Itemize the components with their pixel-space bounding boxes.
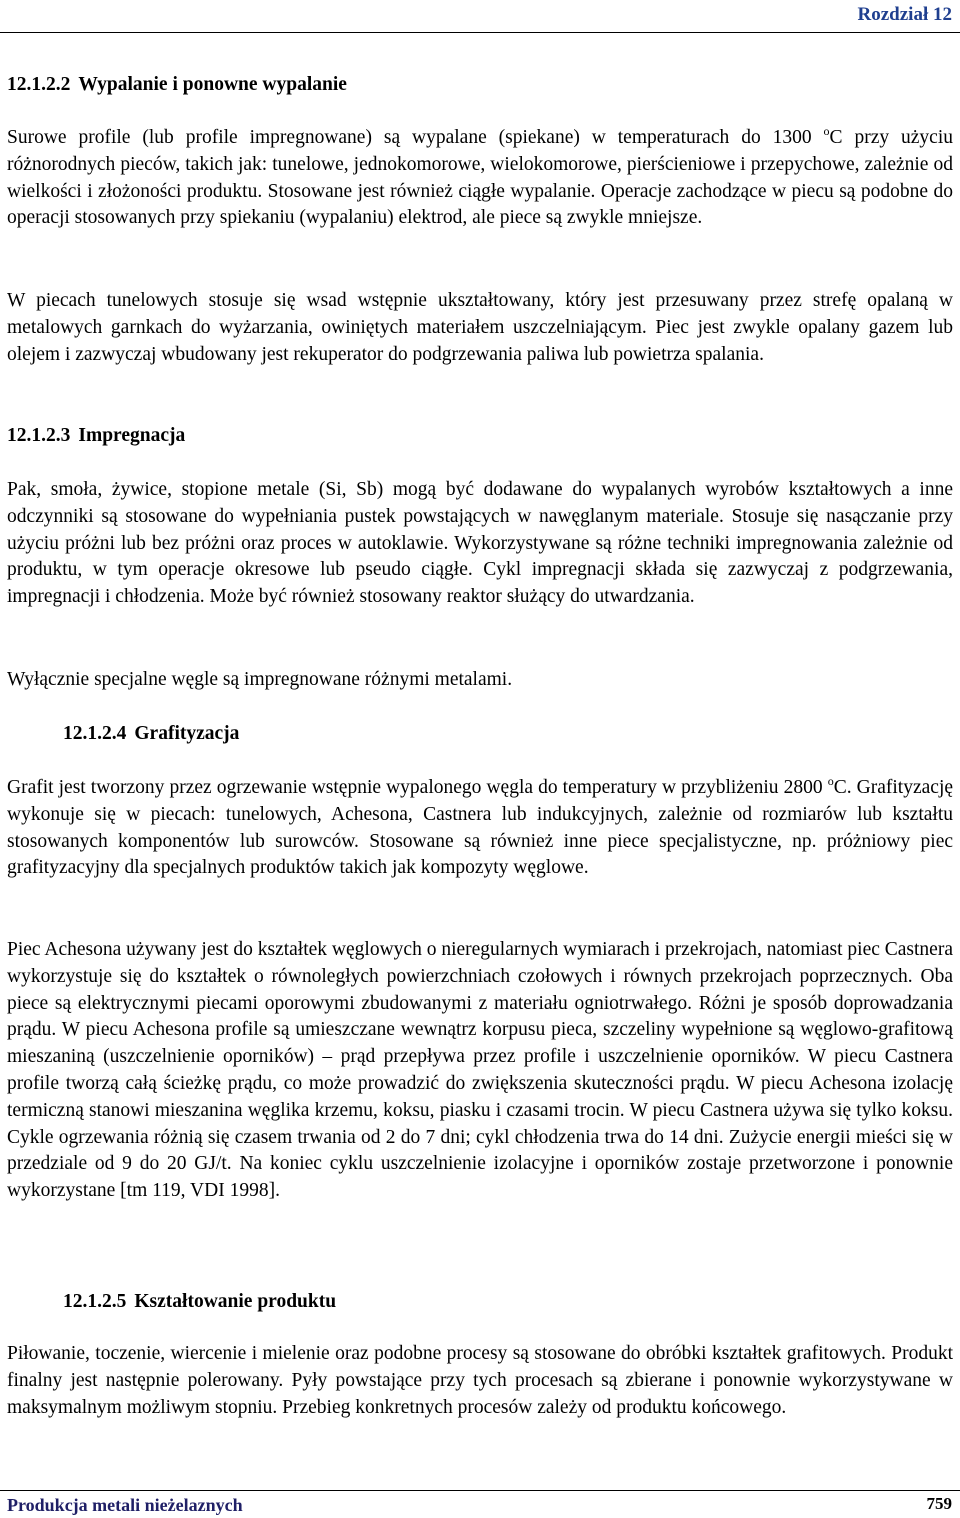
section-title: Grafityzacja [134, 723, 240, 744]
degree-superscript: o [827, 774, 834, 788]
paragraph-text: W piecach tunelowych stosuje się wsad wstępnie ukształtowany, który jest przesuwany przez strefę opalaną w metalowych garnkach do wyżarzania, owiniętych materiałem uszczelniającym. Piec jest zwykle opalany gazem lub olejem i zazwyczaj wbudowany jest rekuperator do podgrzewania paliwa lub powietrza spalania. [7, 290, 953, 365]
section-heading-12-1-2-4 [63, 721, 239, 747]
section-title: Wypalanie i ponowne wypalanie [78, 74, 347, 95]
section-heading-12-1-2-3 [7, 423, 185, 449]
paragraph-text: Piłowanie, toczenie, wiercenie i mielenie oraz podobne procesy są stosowane do obróbki kształtek grafitowych. Produkt finalny jest następnie polerowany. Pyły powstające przy tych procesach są zbierane i ponownie wykorzystywane w maksymalnym możliwym stopniu. Przebieg konkretnych procesów zależy od produktu końcowego. [7, 1343, 953, 1418]
paragraph-text: Wyłącznie specjalne węgle są impregnowane różnymi metalami. [7, 669, 513, 690]
page-header [0, 0, 960, 33]
paragraph-graphitisation [7, 775, 953, 882]
footer-title: Produkcja metali nieżelaznych [7, 1495, 243, 1515]
section-number: 12.1.2.4 [63, 723, 127, 744]
footer-divider [0, 1490, 960, 1491]
paragraph-text: Surowe profile (lub profile impregnowane) są wypalane (spiekane) w temperaturach do 1300 [7, 127, 812, 148]
section-number: 12.1.2.5 [63, 1291, 127, 1312]
paragraph-text: C przy użyciu różnorodnych pieców, takich jak: tunelowe, jednokomorowe, wielokomorowe, pierścieniowe i przepychowe, zależnie od wielkości i złożoności produktu. Stosowane jest również ciągłe wypalanie. Operacje zachodzące w piecu są podobne do operacji stosowanych przy spiekaniu (wypalaniu) elektrod, ale piece są zwykle mniejsze. [7, 127, 953, 229]
degree-superscript: o [823, 124, 830, 138]
paragraph-impregnation [7, 477, 953, 611]
section-title: Kształtowanie produktu [134, 1291, 337, 1312]
chapter-label: Rozdział 12 [857, 4, 952, 25]
paragraph-text: Pak, smoła, żywice, stopione metale (Si, Sb) mogą być dodawane do wypalanych wyrobów kształtowych a inne odczynniki są stosowane do wypełniania pustek powstających w nawęglanym materiale. Stosuje się nasączanie przy użyciu próżni lub bez próżni oraz proces w autoklawie. Wykorzystywane są różne techniki impregnowania zależnie od produktu, w tym operacje okresowe lub pseudo ciągłe. Cykl impregnacji składa się zazwyczaj z podgrzewania, impregnacji i chłodzenia. Może być również stosowany reaktor służący do utwardzania. [7, 479, 953, 608]
section-heading-12-1-2-5 [63, 1289, 336, 1315]
paragraph-firing [7, 125, 953, 232]
paragraph-text: Piec Achesona używany jest do kształtek węglowych o nieregularnych wymiarach i przekrojach, natomiast piec Castnera wykorzystuje się do kształtek o równoległych powierzchniach czołowych i równych przekrojach poprzecznych. Oba piece są elektrycznymi piecami oporowymi zbudowanymi z materiału ogniotrwałego. Różni je sposób doprowadzania prądu. W piecu Achesona profile są umieszczane wewnątrz korpusu pieca, szczeliny wypełnione są węglowo-grafitową mieszaniną (uszczelnienie oporników) – prąd przepływa przez profile i uszczelnienie oporników. W piecu Castnera profile tworzą całą ścieżkę prądu, co może prowadzić do zwiększenia skuteczności prądu. W piecu Achesona izolację termiczną stanowi mieszanina węglika krzemu, koksu, piasku i czasami trocin. W piecu Castnera używa się tylko koksu. Cykle ogrzewania różnią się czasem trwania od 2 do 7 dni; cykl chłodzenia trwa do 14 dni. Zużycie energii mieści się w przedziale od 9 do 20 GJ/t. Na koniec cyklu uszczelnienie izolacyjne i oporników zostaje przetworzone i ponownie wykorzystane [tm 119, VDI 1998]. [7, 939, 953, 1202]
paragraph-tunnel-kilns [7, 288, 953, 368]
section-heading-12-1-2-2 [7, 72, 347, 98]
paragraph-text: Grafit jest tworzony przez ogrzewanie wstępnie wypalonego węgla do temperatury w przybliżeniu 2800 [7, 777, 823, 798]
page-number: 759 [926, 1494, 952, 1513]
section-title: Impregnacja [78, 425, 186, 446]
section-number: 12.1.2.2 [7, 74, 71, 95]
paragraph-special-carbons [7, 667, 953, 694]
paragraph-acheson-castner [7, 937, 953, 1205]
paragraph-text: C. Grafityzację wykonuje się w piecach: tunelowych, Achesona, Castnera lub indukcyjnych, zależnie od rozmiarów lub kształtu stosowanych komponentów lub surowców. Stosowane są również inne piece specjalistyczne, np. próżniowy piec grafityzacyjny dla specjalnych produktów takich jak kompozyty węglowe. [7, 777, 954, 879]
paragraph-shaping [7, 1341, 953, 1421]
section-number: 12.1.2.3 [7, 425, 71, 446]
